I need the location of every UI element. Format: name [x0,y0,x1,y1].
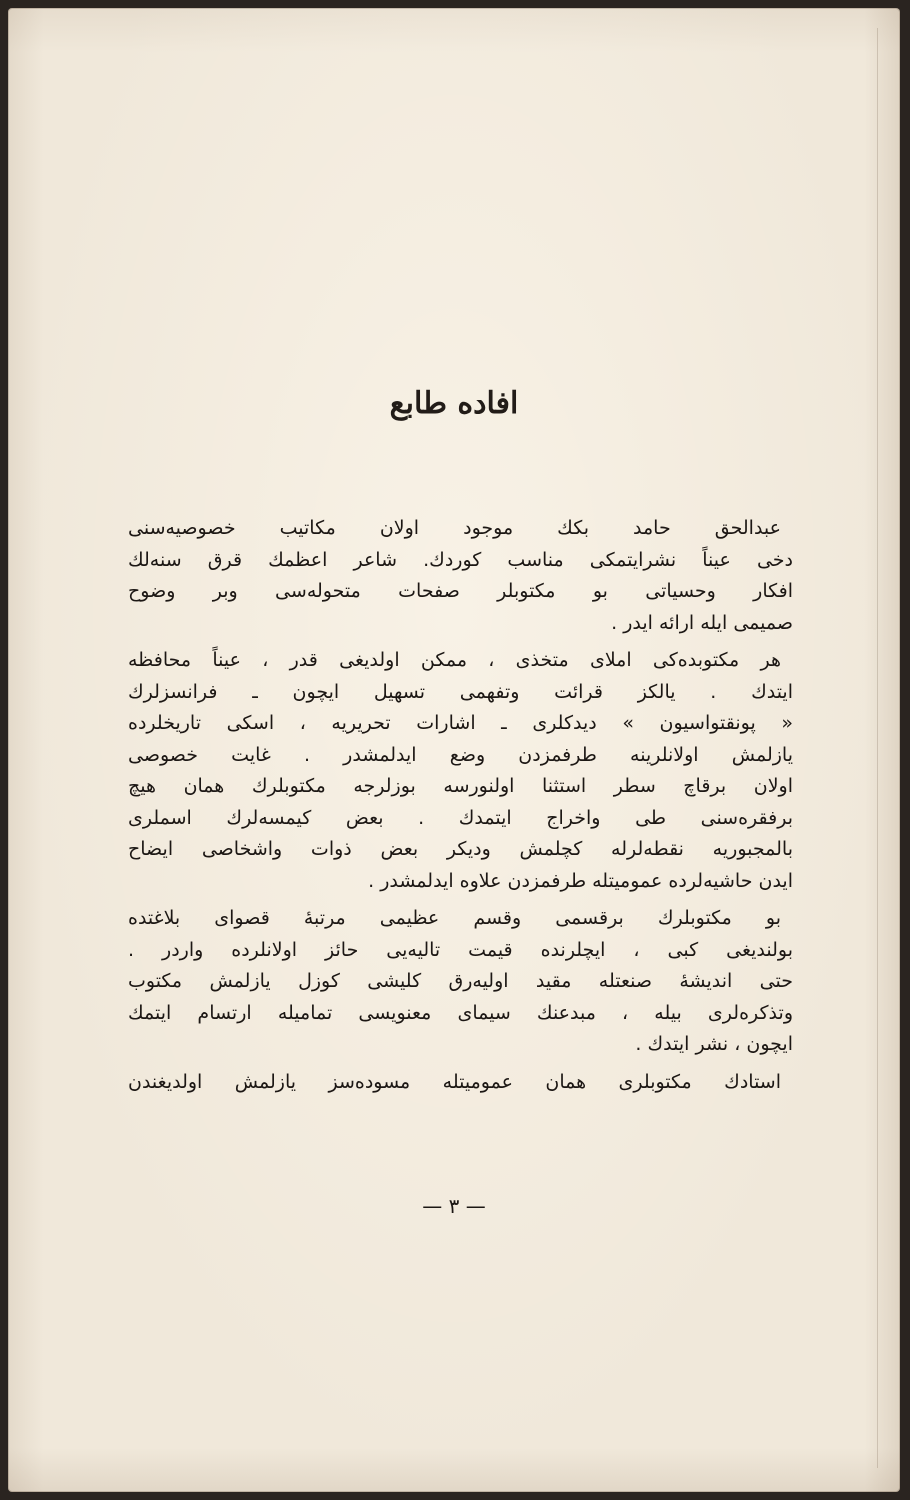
text-line: بولنديغى كبى ، ايچلرنده قيمت تاليه‌يى حائز اولانلرده واردر . [128,938,793,961]
text-line: بو مكتوبلرك برقسمى وقسم عظيمى مرتبهٔ قصواى بلاغتده [128,907,781,929]
text-line: اولان برقاچ سطر استثنا اولنورسه بوزلرجه مكتوبلرك همان هيچ [128,775,793,797]
text-line: استادك مكتوبلرى همان عموميتله مسوده‌سز يازلمش اولديغندن [128,1070,781,1093]
paragraph-3 [128,903,793,1061]
page-number: — ٣ — [422,1194,486,1218]
text-line: افكار وحسياتى بو مكتوبلر صفحات متحوله‌سى وبر وضوح [128,580,793,602]
text-line: دخى عيناً نشرايتمكى مناسب كوردك. شاعر اعظمك قرق سنه‌لك [128,548,793,571]
paragraph-4 [128,1067,793,1099]
body-text [128,513,793,1098]
text-line: ايدن حاشيه‌لرده عموميتله طرفمزدن علاوه ايدلمشدر . [368,869,793,892]
text-line: صميمى ايله ارائه ايدر . [611,611,793,634]
text-line: ايچون ، نشر ايتدك . [635,1033,793,1055]
book-page [8,8,900,1492]
text-line: ايتدك . يالكز قرائت وتفهمى تسهيل ايچون ـ فرانسزلرك [128,680,793,703]
text-line: وتذكره‌لرى بيله ، مبدعنك سيماى معنويسى تماميله ارتسام ايتمك [128,1001,793,1024]
text-line: عبدالحق حامد بكك موجود اولان مكاتيب خصوصيه‌سنى [128,517,781,539]
paragraph-2 [128,645,793,897]
text-line: حتى انديشهٔ صنعتله مقيد اوليه‌رق كليشى كوزل يازلمش مكتوب [128,970,793,992]
text-line: بالمجبوريه نقطه‌لرله كچلمش وديكر بعض ذوات واشخاصى ايضاح [128,838,793,860]
text-line: « پونقتواسيون » ديدكلرى ـ اشارات تحريريه ، اسكى تاريخلرده [128,712,793,734]
page-title: افاده طابع [389,386,519,421]
text-line: يازلمش اولانلرينه طرفمزدن وضع ايدلمشدر . غايت خصوصى [128,743,793,766]
text-line: هر مكتوبده‌كى املاى متخذى ، ممكن اولديغى قدر ، عيناً محافظه [128,649,781,671]
paragraph-1 [128,513,793,639]
text-line: برفقره‌سنى طى واخراج ايتمدك . بعض كيمسه‌لرك اسملرى [128,806,793,829]
page-edge-line [877,28,878,1468]
